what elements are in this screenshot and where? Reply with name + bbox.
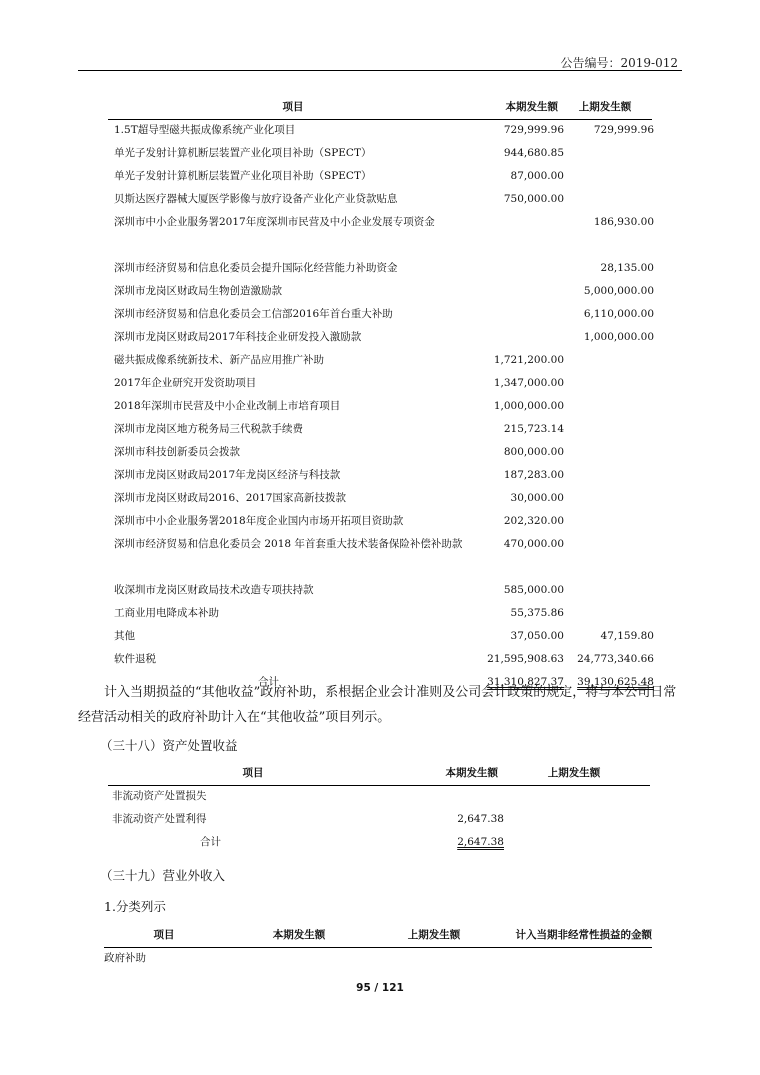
row-current: 21,595,908.63 (487, 653, 564, 665)
row-item: 深圳市龙岗区地方税务局三代税款手续费 (114, 423, 303, 435)
column-header-item: 项目 (153, 929, 175, 941)
row-item: 深圳市龙岗区财政局2016、2017国家高新技拨款 (114, 492, 346, 504)
row-previous: 186,930.00 (593, 216, 654, 228)
row-item: 深圳市龙岗区财政局生物创造激励款 (114, 285, 282, 297)
table-row (108, 785, 650, 808)
column-header-current: 本期发生额 (272, 929, 326, 941)
government-subsidy-table (108, 96, 652, 694)
table-total-row (108, 831, 650, 854)
row-previous: 1,000,000.00 (583, 331, 654, 343)
row-current: 37,050.00 (510, 630, 564, 642)
row-previous: 6,110,000.00 (583, 308, 654, 320)
row-item: 深圳市中小企业服务署2018年度企业国内市场开拓项目资助款 (114, 515, 404, 527)
row-item: 2017年企业研究开发资助项目 (114, 377, 257, 389)
row-item: 贝斯达医疗器械大厦医学影像与放疗设备产业化产业贷款贴息 (114, 193, 398, 205)
table-header-row (108, 762, 650, 785)
table-row (108, 142, 652, 165)
row-previous: 729,999.96 (593, 124, 654, 136)
table-row (108, 280, 652, 303)
table-row (108, 395, 652, 418)
table-row (108, 418, 652, 441)
table-row (108, 579, 652, 602)
row-item: 其他 (114, 630, 135, 642)
table-row (108, 165, 652, 188)
row-item: 深圳市经济贸易和信息化委员会工信部2016年首台重大补助 (114, 308, 393, 320)
table-row (108, 326, 652, 349)
row-item: 工商业用电降成本补助 (114, 607, 219, 619)
row-previous: 47,159.80 (600, 630, 654, 642)
table-row (108, 464, 652, 487)
row-current: 750,000.00 (503, 193, 564, 205)
table-row (108, 487, 652, 510)
table-row (108, 349, 652, 372)
table-row (108, 441, 652, 464)
table-row (108, 372, 652, 395)
row-item: 2018年深圳市民营及中小企业改制上市培育项目 (114, 400, 341, 412)
section-38-heading: （三十八）资产处置收益 (100, 738, 238, 753)
header-divider (78, 70, 682, 71)
row-current: 585,000.00 (503, 584, 564, 596)
column-header-previous: 上期发生额 (407, 929, 461, 941)
total-label: 合计 (258, 676, 279, 688)
column-header-previous: 上期发生额 (578, 101, 632, 113)
row-item: 软件退税 (114, 653, 156, 665)
table-row (108, 648, 652, 671)
row-current: 1,721,200.00 (493, 354, 564, 366)
row-current: 470,000.00 (503, 538, 564, 550)
row-item: 深圳市龙岗区财政局2017年龙岗区经济与科技款 (114, 469, 341, 481)
table-row (108, 257, 652, 280)
section-39-subheading: 1.分类列示 (104, 899, 166, 914)
table-row (108, 625, 652, 648)
row-item: 非流动资产处置利得 (112, 813, 207, 825)
table-row (108, 533, 652, 579)
table-body (108, 119, 652, 671)
table-row (108, 510, 652, 533)
page-number: 95 / 121 (356, 982, 404, 994)
row-item: 磁共振成像系统新技术、新产品应用推广补助 (114, 354, 324, 366)
table-row (108, 808, 650, 831)
table-header-row (108, 96, 652, 119)
column-header-current: 本期发生额 (445, 767, 498, 779)
column-header-current: 本期发生额 (505, 101, 558, 113)
row-previous: 5,000,000.00 (583, 285, 654, 297)
column-header-item: 项目 (282, 101, 304, 113)
row-current: 1,347,000.00 (493, 377, 564, 389)
total-previous: 39,130,625.48 (577, 676, 654, 688)
other-income-paragraph: 计入当期损益的“其他收益”政府补助，系根据企业会计准则及公司会计政策的规定，将与本公司日常经营活动相关的政府补助计入在“其他收益”项目列示。 (78, 685, 677, 725)
row-previous: 24,773,340.66 (577, 653, 654, 665)
announcement-code: 公告编号：2019-012 (560, 56, 678, 70)
row-current: 2,647.38 (457, 813, 504, 825)
section-39-heading: （三十九）营业外收入 (100, 868, 226, 883)
row-current: 800,000.00 (503, 446, 564, 458)
row-current: 187,283.00 (503, 469, 564, 481)
row-item: 政府补助 (104, 952, 146, 964)
row-item: 深圳市经济贸易和信息化委员会提升国际化经营能力补助资金 (114, 262, 398, 274)
row-item: 深圳市经济贸易和信息化委员会 2018 年首套重大技术装备保险补偿补助款 (114, 538, 463, 550)
total-label: 合计 (200, 836, 221, 848)
table-row (108, 303, 652, 326)
row-current: 30,000.00 (510, 492, 564, 504)
asset-disposal-table (108, 762, 650, 854)
row-item: 单光子发射计算机断层装置产业化项目补助（SPECT） (114, 147, 372, 159)
non-operating-income-table (104, 924, 652, 970)
row-current: 729,999.96 (503, 124, 564, 136)
total-current: 31,310,827.37 (487, 676, 564, 688)
row-item: 深圳市中小企业服务署2017年度深圳市民营及中小企业发展专项资金 (114, 216, 435, 228)
row-item: 深圳市龙岗区财政局2017年科技企业研发投入激励款 (114, 331, 362, 343)
row-item: 收深圳市龙岗区财政局技术改造专项扶持款 (114, 584, 314, 596)
row-current: 215,723.14 (503, 423, 564, 435)
column-header-nonrecurring: 计入当期非经常性损益的金额 (515, 929, 652, 941)
row-current: 202,320.00 (503, 515, 564, 527)
table-row (104, 947, 652, 970)
row-current: 55,375.86 (510, 607, 564, 619)
row-item: 深圳市科技创新委员会拨款 (114, 446, 240, 458)
row-current: 87,000.00 (510, 170, 564, 182)
row-current: 944,680.85 (503, 147, 564, 159)
column-header-item: 项目 (242, 767, 264, 779)
table-header-row (104, 924, 652, 947)
row-previous: 28,135.00 (600, 262, 654, 274)
row-item: 非流动资产处置损失 (112, 790, 207, 802)
column-header-previous: 上期发生额 (547, 767, 601, 779)
row-item: 单光子发射计算机断层装置产业化项目补助（SPECT） (114, 170, 372, 182)
table-row (108, 119, 652, 142)
table-row (108, 211, 652, 257)
table-row (108, 188, 652, 211)
total-current: 2,647.38 (457, 836, 504, 848)
row-current: 1,000,000.00 (493, 400, 564, 412)
row-item: 1.5T超导型磁共振成像系统产业化项目 (114, 124, 296, 136)
table-row (108, 602, 652, 625)
